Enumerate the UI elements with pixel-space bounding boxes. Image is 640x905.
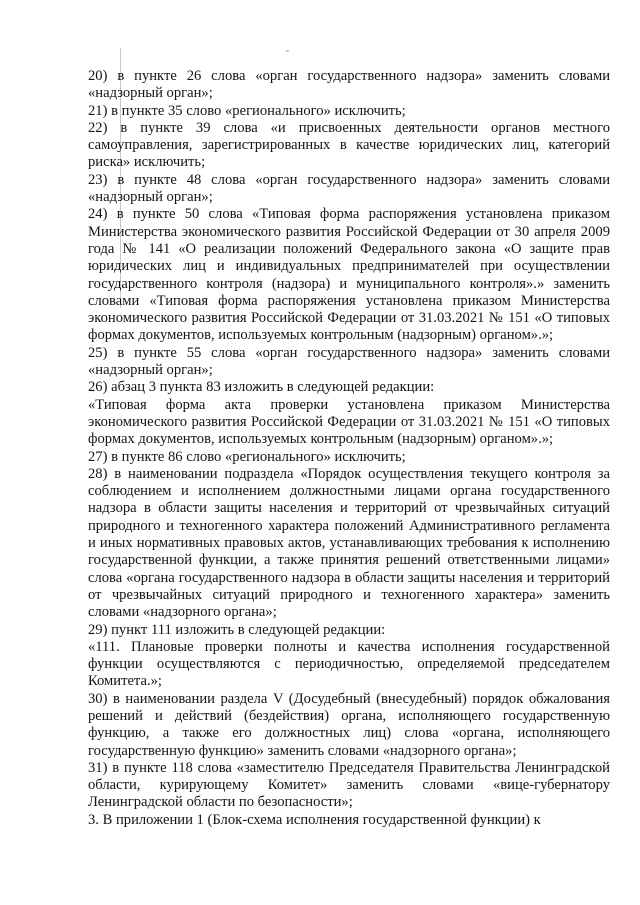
paragraph-item-29: 29) пункт 111 изложить в следующей редакции: bbox=[88, 621, 386, 638]
paragraph-item-27: 27) в пункте 86 слово «регионального» исключить; bbox=[88, 448, 406, 465]
paragraph-section-3: 3. В приложении 1 (Блок-схема исполнения государственной функции) к bbox=[88, 811, 541, 828]
paragraph-item-26: 26) абзац 3 пункта 83 изложить в следующей редакции: bbox=[88, 379, 435, 396]
paragraph-item-28: 28) в наименовании подраздела «Порядок осуществления текущего контроля за соблюдением и исполнением должностными лицами органа государственного надзора в области защиты населения и территорий от чрезвычайных ситуаций природного и техногенного характера положений Административного регламента и иных нормативных правовых актов, устанавливающих требования к исполнению государственной функции, а также принятия решений ответственными лицами» слова «органа государственного надзора в области защиты населения и территорий от чрезвычайных ситуаций природного и техногенного характера» заменить словами «надзорного органа»; bbox=[88, 465, 610, 621]
paragraph-item-25: 25) в пункте 55 слова «орган государственного надзора» заменить словами «надзорный орган»; bbox=[88, 344, 610, 379]
paragraph-item-22: 22) в пункте 39 слова «и присвоенных деятельности органов местного самоуправления, зарегистрированных в качестве юридических лиц, категорий риска» исключить; bbox=[88, 119, 610, 171]
paragraph-item-23: 23) в пункте 48 слова «орган государственного надзора» заменить словами «надзорный орган»; bbox=[88, 171, 610, 206]
paragraph-quote-111: «111. Плановые проверки полноты и качества исполнения государственной функции осуществляются с периодичностью, определяемой председателем Комитета.»; bbox=[88, 638, 610, 690]
paragraph-item-24: 24) в пункте 50 слова «Типовая форма распоряжения установлена приказом Министерства экономического развития Российской Федерации от 30 апреля 2009 года № 141 «О реализации положений Федерального закона «О защите прав юридических лиц и индивидуальных предпринимателей при осуществлении государственного контроля (надзора) и муниципального контроля».» заменить словами «Типовая форма распоряжения установлена приказом Министерства экономического развития Российской Федерации от 31.03.2021 № 151 «О типовых формах документов, используемых контрольным (надзорным) органом».»; bbox=[88, 206, 610, 344]
document-body bbox=[88, 68, 610, 829]
paragraph-item-31: 31) в пункте 118 слова «заместителю Председателя Правительства Ленинградской области, курирующему Комитет» заменить словами «вице-губернатору Ленинградской области по безопасности»; bbox=[88, 759, 610, 811]
paragraph-quote-83: «Типовая форма акта проверки установлена приказом Министерства экономического развития Российской Федерации от 31.03.2021 № 151 «О типовых формах документов, используемых контрольным (надзорным) органом».»; bbox=[88, 396, 610, 448]
paragraph-item-30: 30) в наименовании раздела V (Досудебный (внесудебный) порядок обжалования решений и действий (бездействия) органа, исполняющего государственную функцию, а также его должностных лиц) слова «органа, исполняющего государственную функцию» заменить словами «надзорного органа»; bbox=[88, 690, 610, 759]
paragraph-item-21: 21) в пункте 35 слово «регионального» исключить; bbox=[88, 102, 406, 119]
scan-artifact-dot bbox=[286, 50, 289, 52]
paragraph-item-20: 20) в пункте 26 слова «орган государственного надзора» заменить словами «надзорный орган»; bbox=[88, 68, 610, 102]
